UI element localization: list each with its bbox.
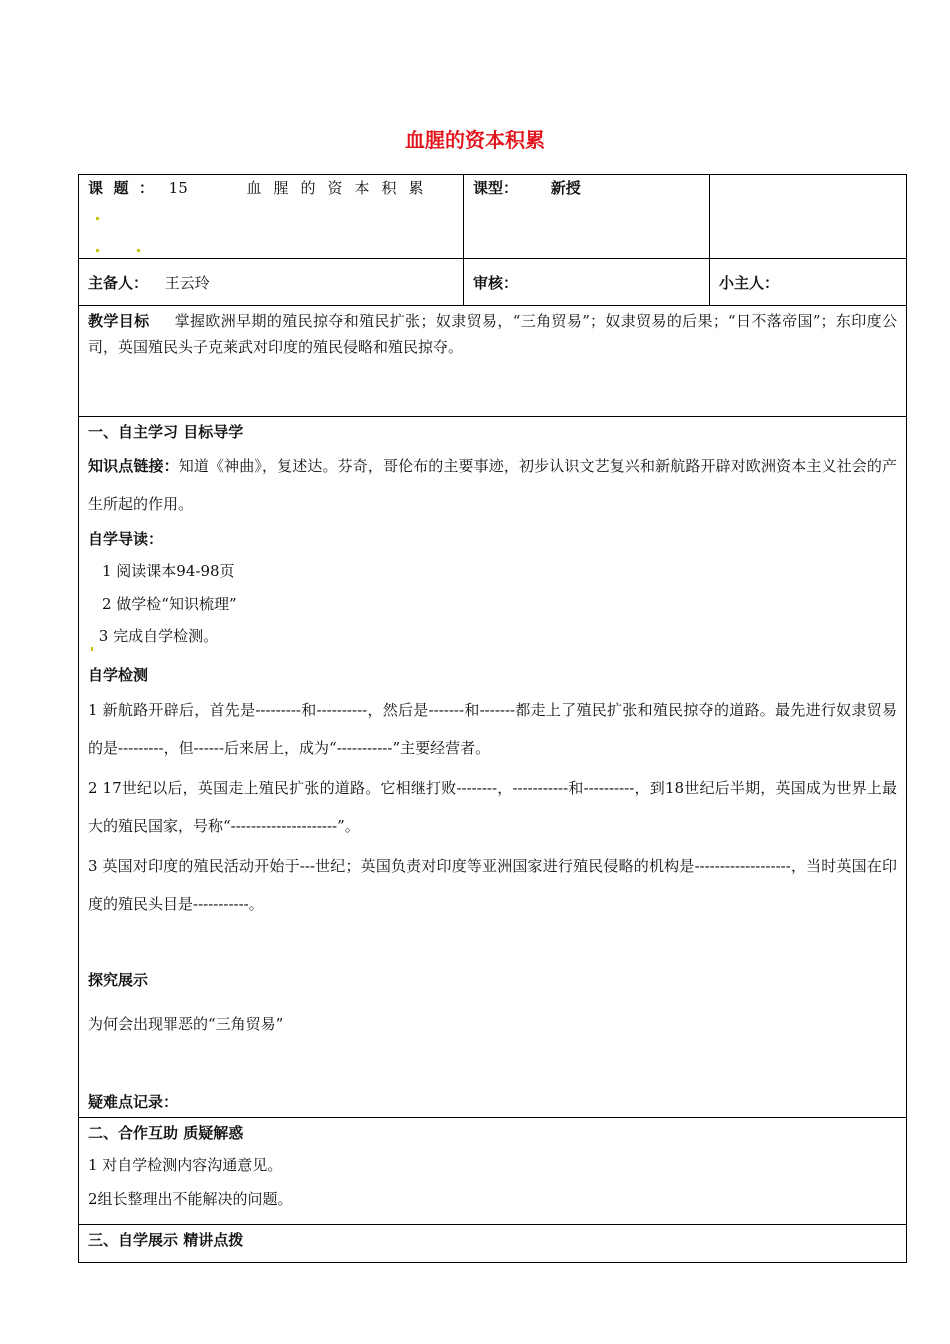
marker-dot [137,249,140,252]
link-text: 知道《神曲》，复述达。芬奇，哥伦布的主要事迹，初步认识文艺复兴和新航路开辟对欧洲资本主义社会的产生所起的作用。 [88,457,897,513]
difficulty-label: 疑难点记录： [88,1093,179,1111]
preparer-label: 主备人： [88,273,149,292]
guide-item: 3 完成自学检测。 [98,627,219,645]
review-label: 审核： [473,273,519,292]
goals-cell [79,306,907,417]
type-label: 课型： [473,179,519,197]
topic-number: 15 [168,179,188,197]
explore-text: 为何会出现罪恶的“三角贸易” [88,1015,284,1033]
host-cell [710,259,907,306]
topic-label: 课 题 ： [88,179,154,197]
presentation-cell [79,1225,907,1263]
topic-cell [79,175,464,259]
marker-dot [96,217,99,220]
question-2: 2 17世纪以后，英国走上殖民扩张的道路。它相继打败--------，-----------和----------，到18世纪后半期，英国成为世界上最大的殖民国家，号称“---------------------”。 [88,779,897,835]
goals-label: 教学目标 [88,312,150,330]
preparer-value: 王云玲 [164,273,210,292]
explore-label: 探究展示 [88,971,149,989]
question-3: 3 英国对印度的殖民活动开始于---世纪；英国负责对印度等亚洲国家进行殖民侵略的机构是-------------------，当时英国在印度的殖民头目是-----------。 [88,857,897,913]
guide-label: 自学导读： [88,530,164,548]
cooperation-cell [79,1118,907,1225]
blank-cell [710,175,907,259]
page-title: 血腥的资本积累 [405,128,545,152]
section1-heading: 一、自主学习 目标导学 [88,423,244,441]
section2-item: 2组长整理出不能解决的问题。 [88,1190,293,1208]
review-cell [464,259,710,306]
guide-item: 1 阅读课本94-98页 [102,562,235,580]
marker-dot [96,249,99,252]
preparer-cell [79,259,464,306]
marker-dot [91,647,93,651]
section2-item: 1 对自学检测内容沟通意见。 [88,1156,283,1174]
goals-text: 掌握欧洲早期的殖民掠夺和殖民扩张；奴隶贸易，“三角贸易”；奴隶贸易的后果；“日不落帝国”；东印度公司，英国殖民头子克莱武对印度的殖民侵略和殖民掠夺。 [88,312,897,356]
test-label: 自学检测 [88,666,149,684]
question-1: 1 新航路开辟后，首先是---------和----------，然后是-------和-------都走上了殖民扩张和殖民掠夺的道路。最先进行奴隶贸易的是---------，但------后来居上，成为“-----------”主要经营者。 [88,701,897,757]
section2-heading: 二、合作互助 质疑解惑 [88,1124,244,1142]
type-value: 新授 [550,179,581,197]
section3-heading: 三、自学展示 精讲点拨 [88,1231,244,1249]
self-study-cell [79,417,907,1118]
host-label: 小主人： [719,273,780,292]
link-label: 知识点链接： [88,457,179,475]
topic-text: 血腥的资本积累 [246,179,436,197]
lesson-plan-table [78,174,907,1263]
type-cell [464,175,710,259]
guide-item: 2 做学检“知识梳理” [102,595,237,613]
